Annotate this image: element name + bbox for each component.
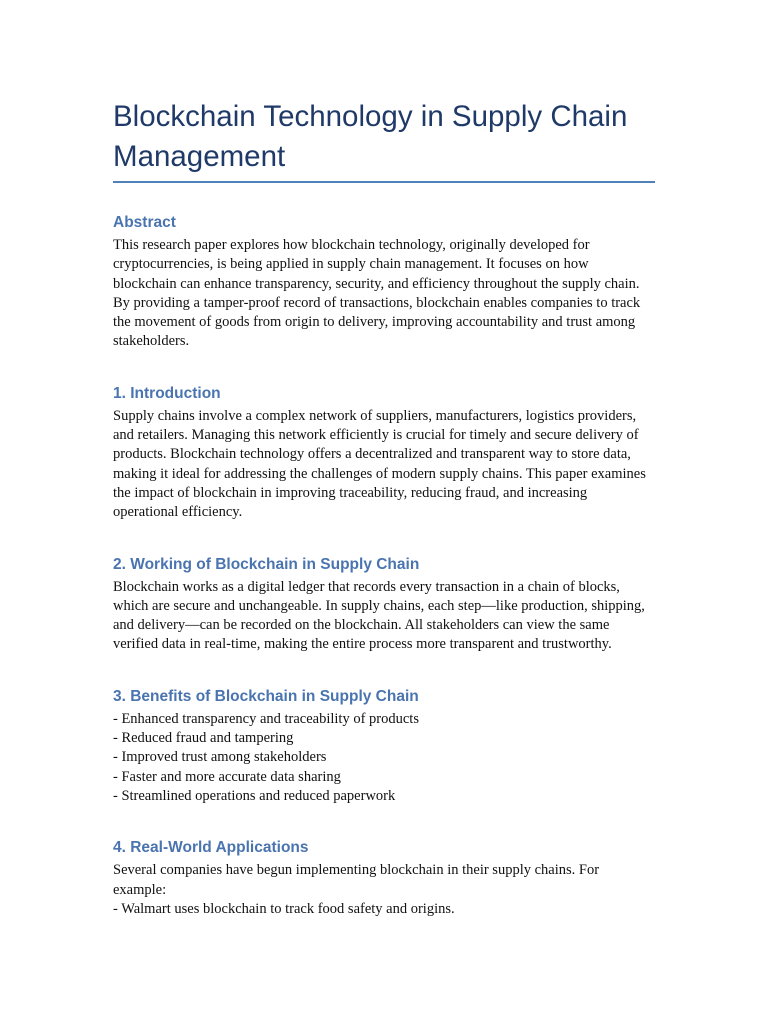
list-item: - Improved trust among stakeholders	[113, 749, 327, 766]
list-item: - Reduced fraud and tampering	[113, 730, 294, 747]
text-line: operational efficiency.	[113, 504, 243, 521]
text-line: products. Blockchain technology offers a decentralized and transparent way to store data,	[113, 446, 631, 463]
section-abstract	[113, 212, 655, 352]
text-line: verified data in real-time, making the entire process more transparent and trustworthy.	[113, 636, 612, 653]
text-line: Blockchain works as a digital ledger that records every transaction in a chain of blocks,	[113, 578, 620, 595]
list-item: - Streamlined operations and reduced paperwork	[113, 787, 396, 804]
text-line: This research paper explores how blockchain technology, originally developed for	[113, 237, 590, 253]
applications-paragraph	[113, 861, 655, 919]
text-line: cryptocurrencies, is being applied in supply chain management. It focuses on how	[113, 256, 589, 273]
abstract-paragraph	[113, 236, 655, 352]
text-line: which are secure and unchangeable. In supply chains, each step—like production, shipping,	[113, 597, 645, 614]
text-line: By providing a tamper-proof record of transactions, blockchain enables companies to track	[113, 294, 641, 311]
text-line: making it ideal for addressing the challenges of modern supply chains. This paper examines	[113, 465, 646, 482]
section-heading-abstract: Abstract	[113, 214, 176, 231]
document-title: Blockchain Technology in Supply Chain Management	[113, 100, 628, 173]
introduction-paragraph	[113, 407, 655, 523]
text-line: Supply chains involve a complex network of suppliers, manufacturers, logistics providers,	[113, 407, 637, 424]
text-line: example:	[113, 881, 167, 898]
text-line: Several companies have begun implementing blockchain in their supply chains. For	[113, 862, 600, 879]
section-heading-benefits: 3. Benefits of Blockchain in Supply Chain	[113, 687, 419, 705]
title-underline-rule	[113, 181, 655, 183]
list-item: - Faster and more accurate data sharing	[113, 768, 341, 785]
section-benefits	[113, 686, 655, 806]
text-line: and retailers. Managing this network efficiently is crucial for timely and secure delivery of	[113, 427, 639, 444]
section-working	[113, 554, 655, 655]
section-introduction	[113, 383, 655, 523]
document-body	[113, 97, 655, 919]
text-line: blockchain can enhance transparency, security, and efficiency throughout the supply chain.	[113, 275, 640, 292]
text-line: the movement of goods from origin to delivery, improving accountability and trust among	[113, 314, 636, 331]
section-heading-introduction: 1. Introduction	[113, 384, 221, 402]
section-applications	[113, 837, 655, 919]
working-paragraph	[113, 578, 655, 655]
section-heading-working: 2. Working of Blockchain in Supply Chain	[113, 555, 420, 573]
text-line: and delivery—can be recorded on the blockchain. All stakeholders can view the same	[113, 617, 610, 634]
benefits-list	[113, 710, 655, 806]
text-line: stakeholders.	[113, 333, 190, 350]
list-item: - Walmart uses blockchain to track food safety and origins.	[113, 900, 455, 917]
section-heading-applications: 4. Real-World Applications	[113, 839, 309, 857]
list-item: - Enhanced transparency and traceability of products	[113, 710, 419, 727]
text-line: the impact of blockchain in improving traceability, reducing fraud, and increasing	[113, 484, 588, 501]
